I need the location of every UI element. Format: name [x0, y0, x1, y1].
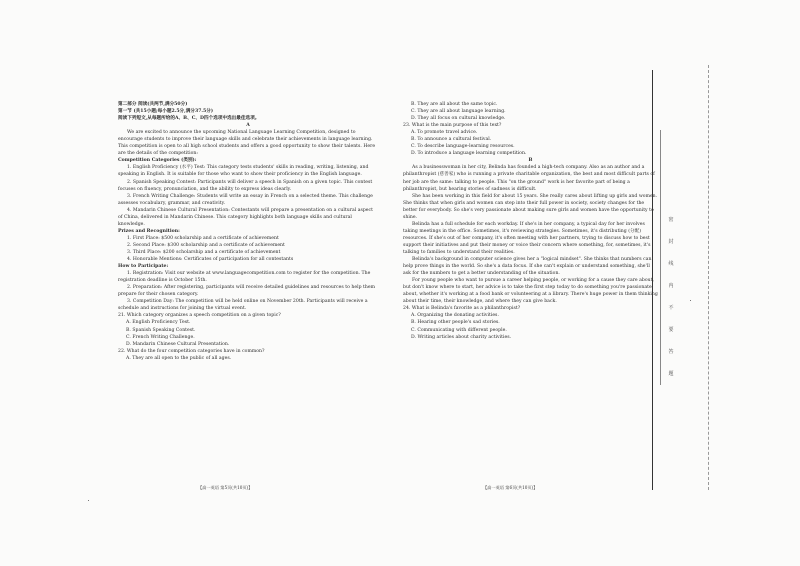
instruction: 阅读下列短文,从每题所给的A、B、C、D四个选项中选出最佳选项。	[118, 116, 260, 122]
passage-b-paragraph: She has been working in this field for about 15 years. She really cares about lifting up girls and women. She thinks that when girls and women can step into their full power in society, society changes for the better for everybody. So she's very passionate about making sure girls and women have the opportunity to shine.	[403, 193, 658, 220]
section-heading: 第二部分 阅读(共两节,满分50分)	[118, 102, 188, 107]
q24-option: A. Organizing the donating activities.	[411, 313, 499, 319]
seal-line-char: 密	[668, 217, 674, 223]
subsection-heading: 第一节 (共15小题;每小题2.5分,满分37.5分)	[118, 109, 214, 115]
q22-option: C. They are all about language learning.	[411, 109, 506, 115]
q21-option: C. French Writing Challenge.	[126, 334, 195, 340]
intro-paragraph: We are excited to announce the upcoming National Language Learning Competition, designed to encourage students to improve their language skills and celebrate their achievements in language learning. This competition is open to all high school students and offers a good opportunity to show their talents. Here are the details of the competition:	[118, 130, 376, 157]
seal-line-char: 答	[668, 349, 674, 355]
passage-b-paragraph: As a businesswoman in her city, Belinda has founded a high-tech company. Also as an author and a philanthropist (慈善家) who is running a private charitable organization, the best and most difficult parts of her job are the same: talking to people. This "on the ground" work is her favorite part of being a philanthropist, but hearing stories of sadness is difficult.	[403, 165, 655, 192]
q23-option: A. To promote travel advice.	[411, 130, 478, 136]
prize-item: 1. First Place: $500 scholarship and a certificate of achievement	[127, 235, 279, 241]
question-24: 24. What is Belinda's favorite as a philanthropist?	[403, 306, 521, 312]
q24-option: C. Communicating with different people.	[411, 327, 507, 333]
scan-speck	[690, 300, 691, 301]
participate-heading: How to Participate:	[118, 264, 169, 270]
q22-option: B. They are all about the same topic.	[411, 102, 498, 107]
q21-option: D. Mandarin Chinese Cultural Presentation.	[126, 341, 230, 347]
categories-heading: Competition Categories (类别):	[118, 158, 197, 164]
passage-b-paragraph: For young people who want to pursue a career helping people, or working for a cause they care about, but don't know where to start, her advice is to take the first step today to do something you're passionate about, whether it's working at a food bank or volunteering at a library. There's huge power in them thinking about their time, their knowledge, and where they can give back.	[403, 278, 658, 305]
participate-item: 3. Competition Day: The competition will be held online on November 20th. Participants will receive a schedule and instructions for joining the virtual event.	[118, 299, 368, 312]
scan-speck	[88, 500, 89, 501]
page-footer-left: 【高一英语 第5页(共10页)】	[198, 485, 253, 490]
q22-option: D. They all focus on cultural knowledge.	[411, 116, 506, 122]
q23-option: C. To describe language-learning resources.	[411, 144, 515, 150]
participate-item: 2. Preparation: After registering, participants will receive detailed guidelines and resources to help them prepare for their chosen category.	[118, 285, 375, 298]
category-item: 1. English Proficiency (水平) Test: This category tests students' skills in reading, writing, listening, and speaking in English. It is suitable for those who want to show their proficiency in the English language.	[118, 165, 369, 178]
seal-line-char: 线	[668, 261, 674, 267]
passage-letter-b: B	[528, 158, 533, 164]
margin-rule	[652, 70, 653, 490]
q21-option: A. English Proficiency Test.	[126, 320, 191, 326]
participate-item: 1. Registration: Visit our website at www.languagecompetition.com to register for the competition. The registration deadline is October 15th.	[118, 271, 371, 284]
right-column	[403, 101, 658, 341]
q23-option: D. To introduce a language learning competition.	[411, 151, 527, 157]
page-footer-right: 【高一英语 第6页(共10页)】	[483, 485, 538, 490]
seal-line-char: 内	[668, 283, 674, 289]
category-item: 3. French Writing Challenge: Students will write an essay in French on a selected theme. This challenge assesses vocabulary, grammar, and creativity.	[118, 193, 373, 206]
binding-line	[708, 65, 709, 490]
seal-line-char: 题	[668, 371, 674, 377]
q24-option: B. Hearing other people's sad stories.	[411, 320, 500, 326]
margin-rule-inner	[660, 130, 661, 385]
prize-item: 4. Honorable Mentions: Certificates of participation for all contestants	[127, 257, 294, 263]
left-column	[118, 101, 378, 362]
prize-item: 3. Third Place: $200 scholarship and a certificate of achievement	[127, 249, 281, 255]
passage-b-paragraph: Belinda's background in computer science gives her a "logical mindset". She thinks that numbers can help prove things in the world. So she's a data focus. If she can't explain or understand something, she'll ask for the numbers to get a better understanding of the situation.	[403, 257, 652, 277]
question-21: 21. Which category organizes a speech competition on a given topic?	[118, 313, 281, 319]
question-22: 22. What do the four competition categories have in common?	[118, 348, 265, 354]
category-item: 2. Spanish Speaking Contest: Participants will deliver a speech in Spanish on a given topic. This contest focuses on fluency, pronunciation, and the ability to express ideas clearly.	[118, 179, 373, 192]
q23-option: B. To announce a cultural festival.	[411, 137, 492, 143]
prize-item: 2. Second Place: $300 scholarship and a certificate of achievement	[127, 242, 285, 248]
seal-line-char: 不	[668, 305, 674, 311]
seal-line-char: 要	[668, 327, 674, 333]
prizes-heading: Prizes and Recognition:	[118, 228, 180, 234]
passage-b-paragraph: Belinda has a full schedule for each workday. If she's in her company, a typical day for her involves taking meetings in the office. Sometimes, it's reviewing strategies. Sometimes, it's distributing (分配) resources. If she's out of her company, it's often meeting with her partners, trying to discuss how to best support their initiatives and put their money or voice their concern where something, for, sometimes, it's talking to families to understand their realities.	[403, 221, 651, 255]
question-23: 23. What is the main purpose of this text?	[403, 123, 502, 129]
passage-letter-a: A	[246, 123, 250, 129]
seal-line-char: 封	[668, 239, 674, 245]
q21-option: B. Spanish Speaking Contest.	[126, 327, 196, 333]
q24-option: D. Writing articles about charity activities.	[411, 334, 512, 340]
category-item: 4. Mandarin Chinese Cultural Presentation: Contestants will prepare a presentation on a cultural aspect of China, delivered in Mandarin Chinese. This category highlights both language skills and cultural knowledge.	[118, 207, 373, 227]
q22-option: A. They are all open to the public of all ages.	[126, 355, 232, 361]
